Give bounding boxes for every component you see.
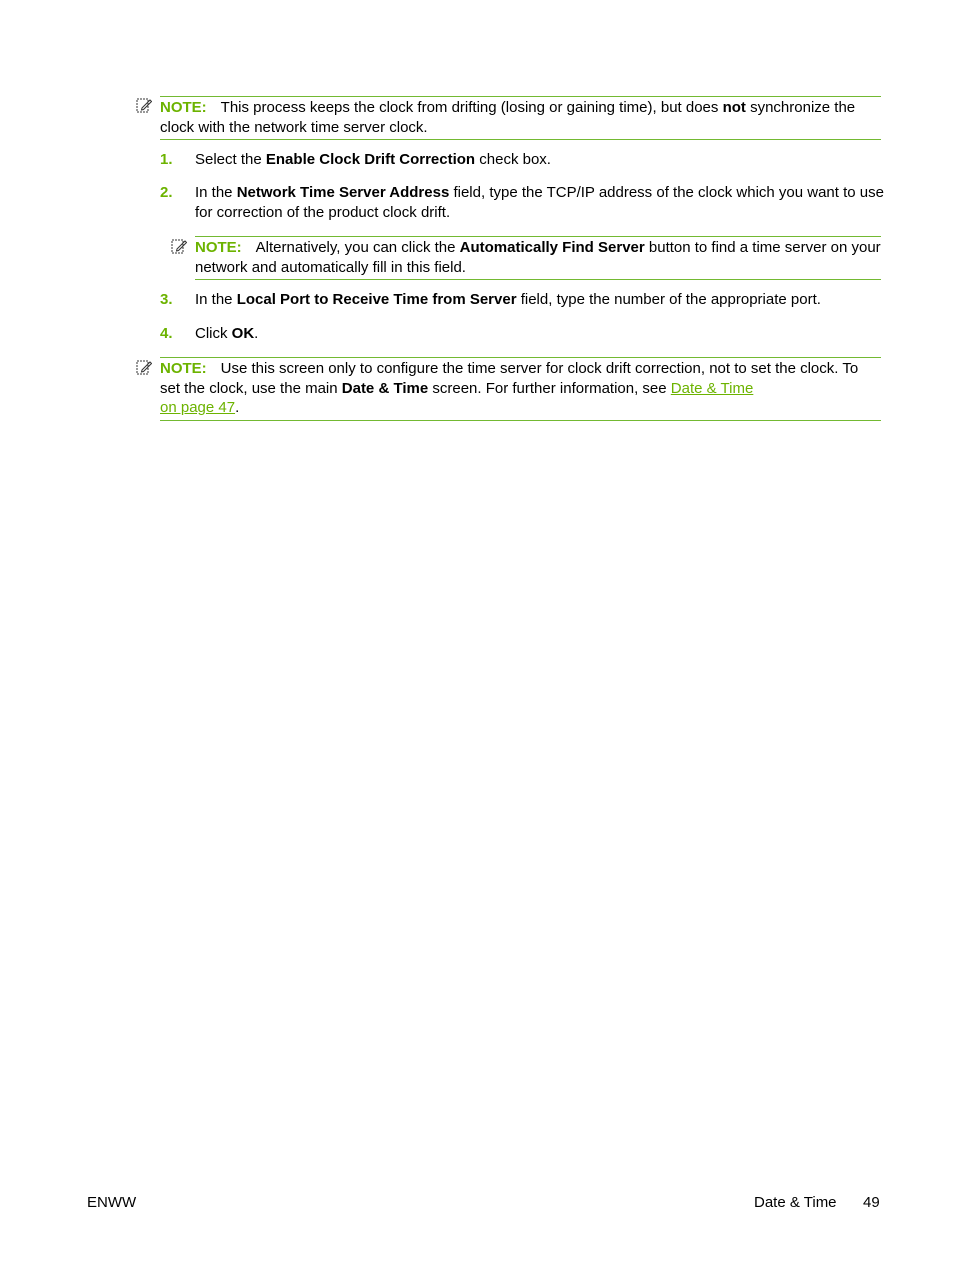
step-text: In the Network Time Server Address field, type the TCP/IP address of the clock which you want to use for correction of the product clock drift. (195, 184, 884, 221)
note-box (195, 236, 881, 280)
note-text: Alternatively, you can click the Automatically Find Server button to find a time server on your network and automatically fill in this field. (195, 239, 881, 276)
note-pencil-icon (171, 238, 187, 254)
step-number: 4. (160, 325, 173, 342)
note-text: This process keeps the clock from drifting (losing or gaining time), but does not synchronize the clock with the network time server clock. (160, 99, 856, 136)
note-pencil-icon (136, 359, 152, 375)
note-text: Use this screen only to configure the time server for clock drift correction, not to set the clock. To set the clock, use the main Date & Time screen. For further information, see Date & Time on page 47. (160, 360, 859, 416)
footer-section-title: Date & Time (754, 1194, 837, 1211)
note-box (160, 96, 881, 140)
note-pencil-icon (136, 97, 152, 113)
step-text: In the Local Port to Receive Time from Server field, type the number of the appropriate port. (195, 291, 821, 308)
step-text: Click OK. (195, 325, 259, 342)
note-box (160, 357, 881, 421)
step-number: 3. (160, 291, 173, 308)
step-number: 2. (160, 184, 173, 201)
step-text: Select the Enable Clock Drift Correction check box. (195, 151, 551, 168)
footer-left: ENWW (87, 1194, 137, 1211)
cross-reference-link[interactable]: Date & Time on page 47 (160, 379, 754, 416)
note-label: NOTE: (160, 360, 207, 377)
step-number: 1. (160, 151, 173, 168)
note-label: NOTE: (160, 99, 207, 116)
note-label: NOTE: (195, 239, 242, 256)
page-number: 49 (863, 1194, 880, 1211)
